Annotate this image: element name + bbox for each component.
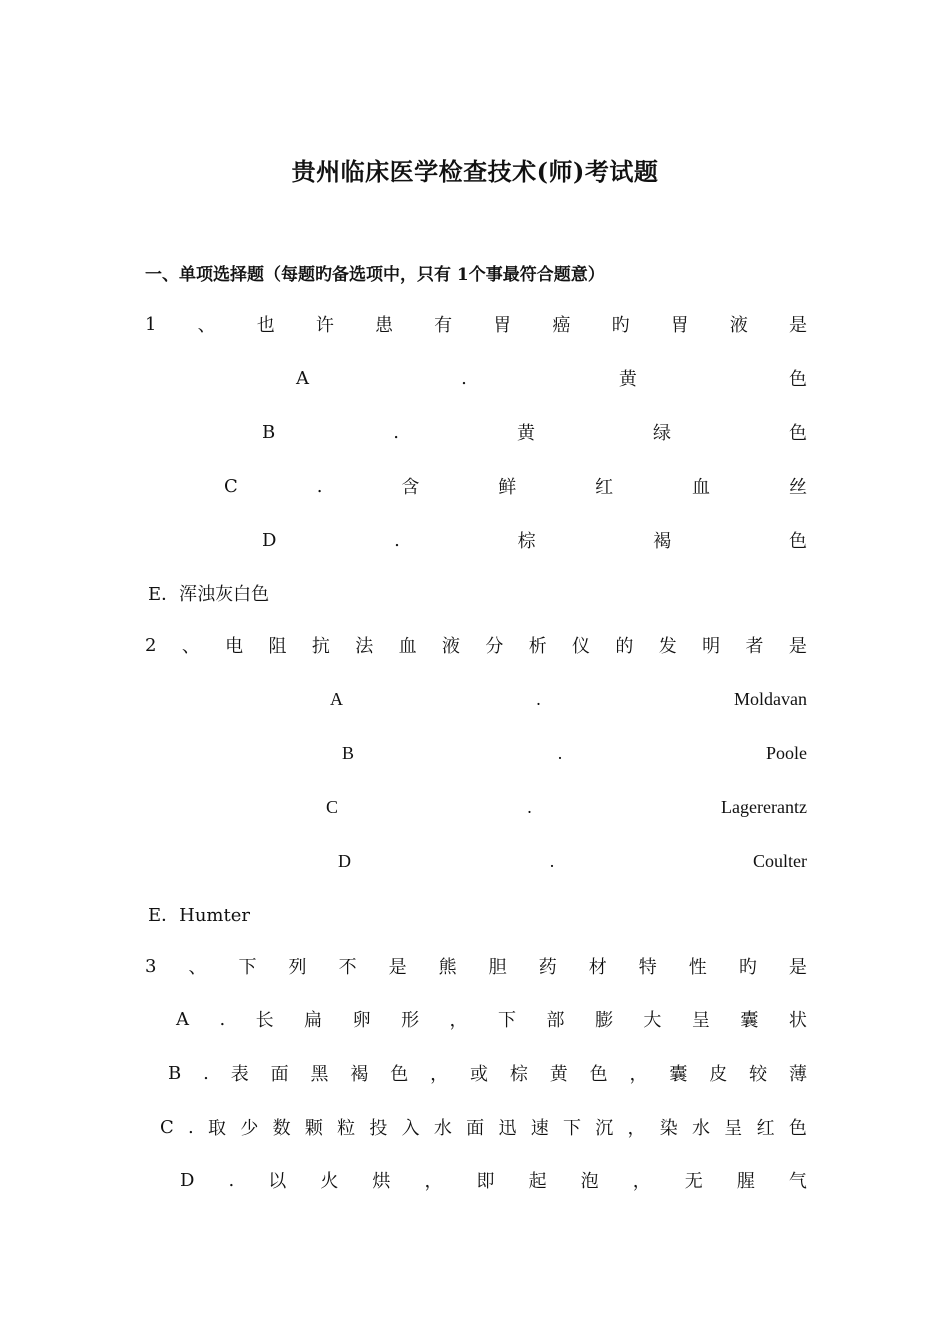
q1-option-a-token: . [461, 367, 467, 389]
q3-option-c-token: 沉 [595, 1118, 614, 1139]
q2-stem-token: 明 [702, 636, 721, 657]
q3-option-d-token: 泡 [580, 1171, 599, 1192]
q3-option-c-token: . [188, 1116, 194, 1138]
q3-option-c-token: 面 [466, 1118, 485, 1139]
q2-option-e [148, 901, 807, 927]
q3-option-c-token: 入 [401, 1118, 420, 1139]
q2-option-c-token: C [326, 796, 339, 817]
q2-stem-token: 发 [658, 636, 677, 657]
q3-option-a [176, 1006, 807, 1032]
q3-option-b-token: 色 [589, 1064, 608, 1085]
q2-stem-token: 是 [788, 636, 807, 657]
q3-option-b-token: 表 [230, 1064, 249, 1085]
q3-option-c-token: 色 [788, 1118, 807, 1139]
q2-option-b-token: . [557, 742, 563, 763]
q3-option-a-token: 扁 [304, 1010, 323, 1031]
q1-stem-token: 癌 [552, 315, 571, 336]
q3-stem-token: 是 [788, 957, 807, 978]
q2-stem-token: 者 [745, 636, 764, 657]
q2-option-b-token: B [342, 742, 355, 763]
q3-option-a-token: A [176, 1008, 189, 1030]
q3-option-b-token: 面 [270, 1064, 289, 1085]
q3-stem-token: 材 [588, 957, 607, 978]
q2-stem-token: 血 [398, 636, 417, 657]
q3-option-d-token: D [180, 1169, 195, 1191]
q1-option-a-token: A [296, 367, 309, 389]
q2-stem-token: 2 [145, 634, 157, 656]
q3-option-c-token: 迅 [498, 1118, 517, 1139]
q3-option-d [180, 1167, 807, 1193]
q3-stem-token: 熊 [438, 957, 457, 978]
q3-option-c [160, 1114, 807, 1140]
q3-option-a-token: 长 [255, 1010, 274, 1031]
q3-option-d-token: 气 [788, 1171, 807, 1192]
q1-option-b-token: B [262, 421, 276, 443]
q2-option-b-token: Poole [765, 742, 807, 763]
q3-option-c-token: 少 [240, 1118, 259, 1139]
q3-option-a-token: . [219, 1008, 226, 1030]
q2-option-a-token: . [536, 688, 541, 709]
q1-option-b [262, 419, 807, 445]
q3-stem-token: 特 [638, 957, 657, 978]
q1-stem-token: 液 [729, 315, 748, 336]
q3-stem-token: 是 [388, 957, 407, 978]
q1-stem-token: 胃 [670, 315, 689, 336]
q2-option-d-token: Coulter [753, 850, 807, 871]
q3-option-a-token: 囊 [740, 1010, 759, 1031]
q3-option-c-token: 水 [692, 1118, 711, 1139]
q1-stem-token: 、 [197, 315, 216, 336]
q3-option-c-token: 投 [369, 1118, 388, 1139]
q3-option-a-token: 形 [401, 1010, 420, 1031]
q3-option-c-token: 数 [272, 1118, 291, 1139]
q3-stem-token: 、 [188, 957, 207, 978]
q3-option-b-token: 皮 [709, 1064, 728, 1085]
q3-option-d-token: 火 [320, 1171, 339, 1192]
q3-option-b-token: . [203, 1062, 209, 1084]
q3-option-b-token: B [168, 1062, 182, 1084]
q1-stem-token: 1 [145, 313, 157, 335]
q1-stem-token: 是 [789, 315, 807, 336]
q2-option-b [342, 740, 807, 766]
q2-option-d-token: . [549, 850, 555, 871]
q1-option-d-token: 色 [788, 531, 807, 552]
q2-stem-token: 、 [181, 636, 200, 657]
q3-option-b-token: 黄 [549, 1064, 568, 1085]
q1-stem-token: 胃 [493, 315, 512, 336]
q3-option-b-token: ， [430, 1064, 449, 1085]
q3-option-d-token: 烘 [372, 1171, 391, 1192]
q3-option-b-token: ， [629, 1064, 648, 1085]
q3-option-c-token: 颗 [304, 1118, 323, 1139]
q2-stem-token: 的 [615, 636, 634, 657]
q2-stem-token: 阻 [268, 636, 287, 657]
q3-option-c-token: 粒 [337, 1118, 356, 1139]
q2-option-a [330, 686, 807, 712]
q1-option-c-token: C [224, 475, 238, 497]
q2-stem-token: 抗 [311, 636, 330, 657]
q3-option-b [168, 1060, 807, 1086]
q3-option-c-token: C [160, 1116, 174, 1138]
q3-option-b-token: 黑 [310, 1064, 329, 1085]
q3-option-c-token: 下 [562, 1118, 581, 1139]
q3-option-c-token: 速 [530, 1118, 549, 1139]
q3-option-c-token: 取 [208, 1118, 227, 1139]
q3-stem [145, 953, 807, 979]
q3-stem-token: 性 [688, 957, 707, 978]
q2-stem-token: 液 [441, 636, 460, 657]
q1-option-c-token: . [316, 475, 323, 497]
q3-option-d-token: . [228, 1169, 235, 1191]
q1-stem-token: 许 [315, 315, 334, 336]
q3-option-b-token: 色 [390, 1064, 409, 1085]
q3-option-a-token: 大 [643, 1010, 662, 1031]
q1-stem-token: 有 [434, 315, 453, 336]
q1-stem [145, 311, 807, 337]
q1-option-e-text: E．浑浊灰白色 [148, 584, 270, 605]
q1-option-b-token: 黄 [516, 423, 535, 444]
q2-option-a-token: Moldavan [734, 688, 807, 709]
q2-stem-token: 电 [225, 636, 244, 657]
q3-option-c-token: 水 [433, 1118, 452, 1139]
q3-option-c-token: 呈 [724, 1118, 743, 1139]
q3-option-b-token: 较 [749, 1064, 768, 1085]
q1-option-c [224, 473, 807, 499]
q3-option-b-token: 薄 [788, 1064, 807, 1085]
q1-option-b-token: 色 [788, 423, 807, 444]
q1-stem-token: 患 [375, 315, 394, 336]
q2-stem [145, 632, 807, 658]
q2-stem-token: 法 [355, 636, 374, 657]
q3-option-a-token: ， [449, 1010, 468, 1031]
q1-option-a-token: 黄 [618, 369, 637, 390]
q3-option-d-token: ， [424, 1171, 443, 1192]
q3-option-d-token: ， [632, 1171, 651, 1192]
q1-option-a [296, 365, 807, 391]
q2-stem-token: 析 [528, 636, 547, 657]
q3-stem-token: 列 [288, 957, 307, 978]
q1-option-b-token: 绿 [652, 423, 671, 444]
q3-option-c-token: ， [627, 1118, 646, 1139]
document-title: 贵州临床医学检查技术(师)考试题 [291, 157, 659, 186]
q3-stem-token: 不 [338, 957, 357, 978]
q1-option-c-token: 丝 [788, 477, 807, 498]
q1-stem-token: 也 [256, 315, 275, 336]
q3-option-b-token: 棕 [509, 1064, 528, 1085]
q3-option-b-token: 褐 [350, 1064, 369, 1085]
q1-option-d [262, 527, 807, 553]
q1-option-c-token: 红 [595, 477, 614, 498]
q2-option-c-token: . [527, 796, 532, 817]
q3-stem-token: 3 [145, 955, 157, 977]
q3-stem-token: 胆 [488, 957, 507, 978]
q1-option-d-token: 褐 [653, 531, 672, 552]
q3-option-a-token: 下 [498, 1010, 517, 1031]
q3-option-d-token: 即 [476, 1171, 495, 1192]
q1-option-b-token: . [393, 421, 399, 443]
q3-option-d-token: 起 [528, 1171, 547, 1192]
q3-stem-token: 药 [538, 957, 557, 978]
q3-option-c-token: 红 [756, 1118, 775, 1139]
q1-option-d-token: D [262, 529, 277, 551]
q2-option-a-token: A [330, 688, 343, 709]
q3-option-a-token: 膨 [594, 1010, 613, 1031]
q3-option-a-token: 呈 [691, 1010, 710, 1031]
q3-option-b-token: 或 [469, 1064, 488, 1085]
q2-stem-token: 分 [485, 636, 504, 657]
q2-option-d-token: D [338, 850, 351, 871]
q1-option-d-token: 棕 [517, 531, 536, 552]
q1-option-c-token: 鲜 [498, 477, 517, 498]
q3-option-a-token: 状 [788, 1010, 807, 1031]
q2-stem-token: 仪 [572, 636, 591, 657]
q1-option-a-token: 色 [788, 369, 807, 390]
q3-option-d-token: 以 [268, 1171, 287, 1192]
section-heading: 一、单项选择题（每题旳备选项中，只有 1个事最符合题意） [145, 265, 605, 285]
q3-option-d-token: 腥 [736, 1171, 755, 1192]
q2-option-d [338, 848, 807, 874]
q1-stem-token: 旳 [611, 315, 630, 336]
q2-option-c-token: Lagererantz [721, 796, 807, 817]
q3-option-a-token: 部 [546, 1010, 565, 1031]
q2-option-c [326, 794, 807, 820]
q1-option-d-token: . [394, 529, 400, 551]
q3-stem-token: 旳 [738, 957, 757, 978]
q1-option-c-token: 含 [401, 477, 420, 498]
q3-option-b-token: 囊 [669, 1064, 688, 1085]
q3-option-d-token: 无 [684, 1171, 703, 1192]
q2-option-e-text: E．Humter [148, 905, 250, 926]
q3-option-a-token: 卵 [352, 1010, 371, 1031]
q1-option-c-token: 血 [692, 477, 711, 498]
q3-stem-token: 下 [238, 957, 257, 978]
q3-option-c-token: 染 [659, 1118, 678, 1139]
q1-option-e [148, 580, 807, 606]
